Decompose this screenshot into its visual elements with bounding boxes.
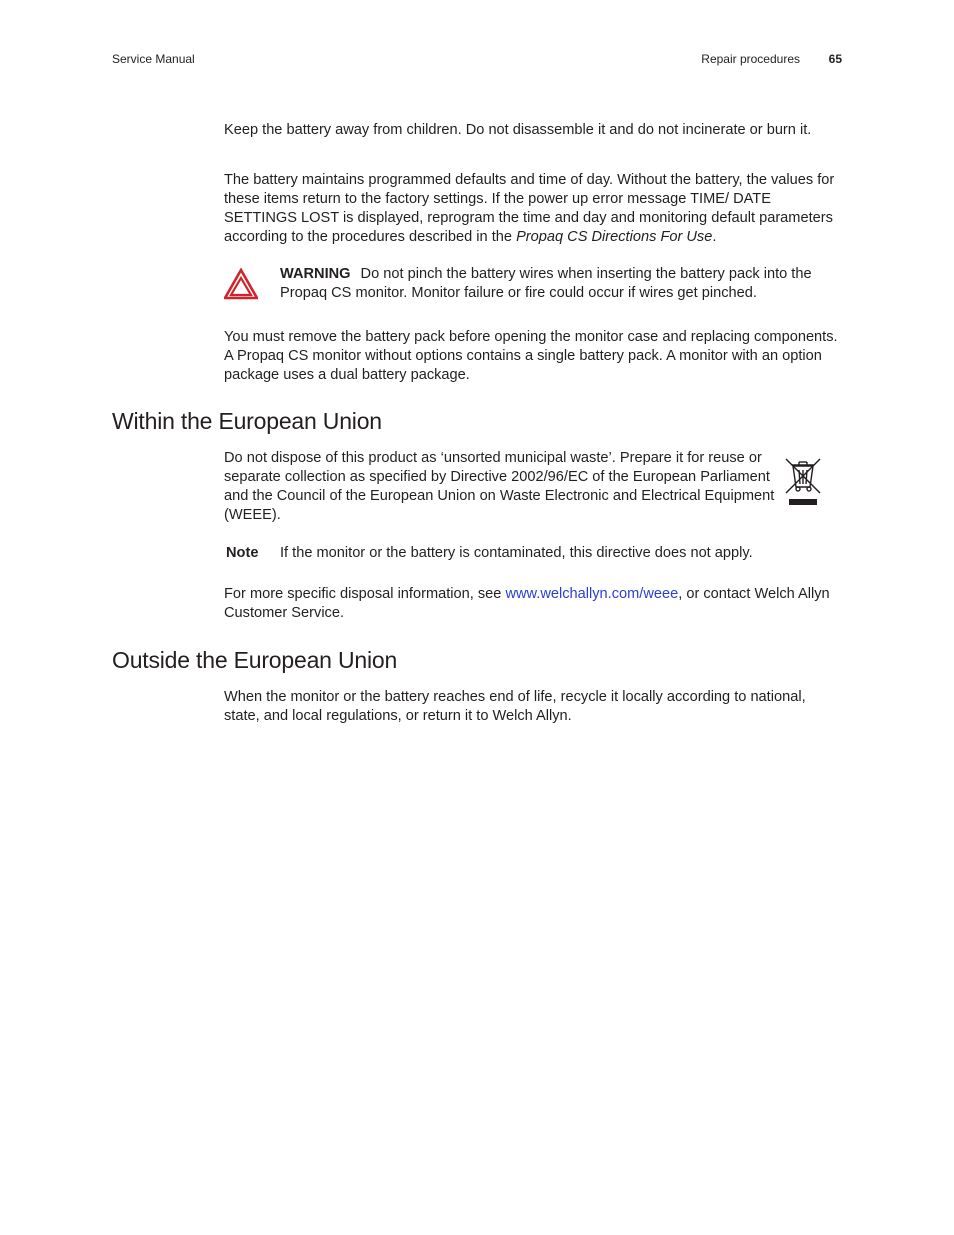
eu-section-heading: Within the European Union (112, 408, 382, 434)
page-number: 65 (828, 52, 842, 66)
battery-defaults-text: The battery maintains programmed defaults and time of day. Without the battery, the values for these items return to the factory settings. If the power up error message TIME/ DATE SETTINGS LOST is displayed, reprogram the time and day and monitoring default parameters according to the procedures described in the (224, 172, 835, 245)
note-text: If the monitor or the battery is contaminated, this directive does not apply. (280, 545, 753, 561)
weee-website-link[interactable]: www.welchallyn.com/weee (505, 586, 679, 602)
outside-eu-recycle-paragraph: When the monitor or the battery reaches end of life, recycle it locally according to national, state, and local regulations, or return it to Welch Allyn. (224, 689, 806, 724)
outside-eu-section-heading: Outside the European Union (112, 647, 398, 673)
battery-safety-paragraph: Keep the battery away from children. Do not disassemble it and do not incinerate or burn it. (224, 122, 812, 138)
header-section-title: Repair procedures (701, 52, 800, 66)
crossed-out-wheelie-bin-icon (784, 457, 822, 507)
warning-message (280, 265, 844, 303)
disposal-info-paragraph (224, 585, 844, 623)
warning-triangle-icon (224, 268, 258, 300)
disposal-info-prefix: For more specific disposal information, see (224, 586, 506, 602)
warning-label: WARNING (280, 266, 351, 282)
battery-defaults-end: . (712, 229, 717, 245)
warning-callout (224, 265, 844, 305)
note-label: Note (226, 545, 259, 561)
eu-disposal-paragraph: Do not dispose of this product as ‘unsorted municipal waste’. Prepare it for reuse or separate collection as specified by Directive 2002/96/EC of the European Parliament and the Council of the European Union on Waste Electronic and Electrical Equipment (WEEE). (224, 450, 775, 523)
header-manual-title: Service Manual (112, 52, 195, 66)
disposal-info-suffix: , or contact Welch Allyn Customer Service. (224, 586, 830, 621)
page-header (112, 52, 842, 70)
battery-defaults-paragraph (224, 171, 844, 247)
battery-removal-paragraph: You must remove the battery pack before opening the monitor case and replacing components. A Propaq CS monitor without options contains a single battery pack. A monitor with an option package uses a dual battery package. (224, 329, 838, 383)
warning-text: Do not pinch the battery wires when inserting the battery pack into the Propaq CS monitor. Monitor failure or fire could occur if wires get pinched. (280, 266, 812, 301)
directions-for-use-reference: Propaq CS Directions For Use (516, 229, 713, 245)
